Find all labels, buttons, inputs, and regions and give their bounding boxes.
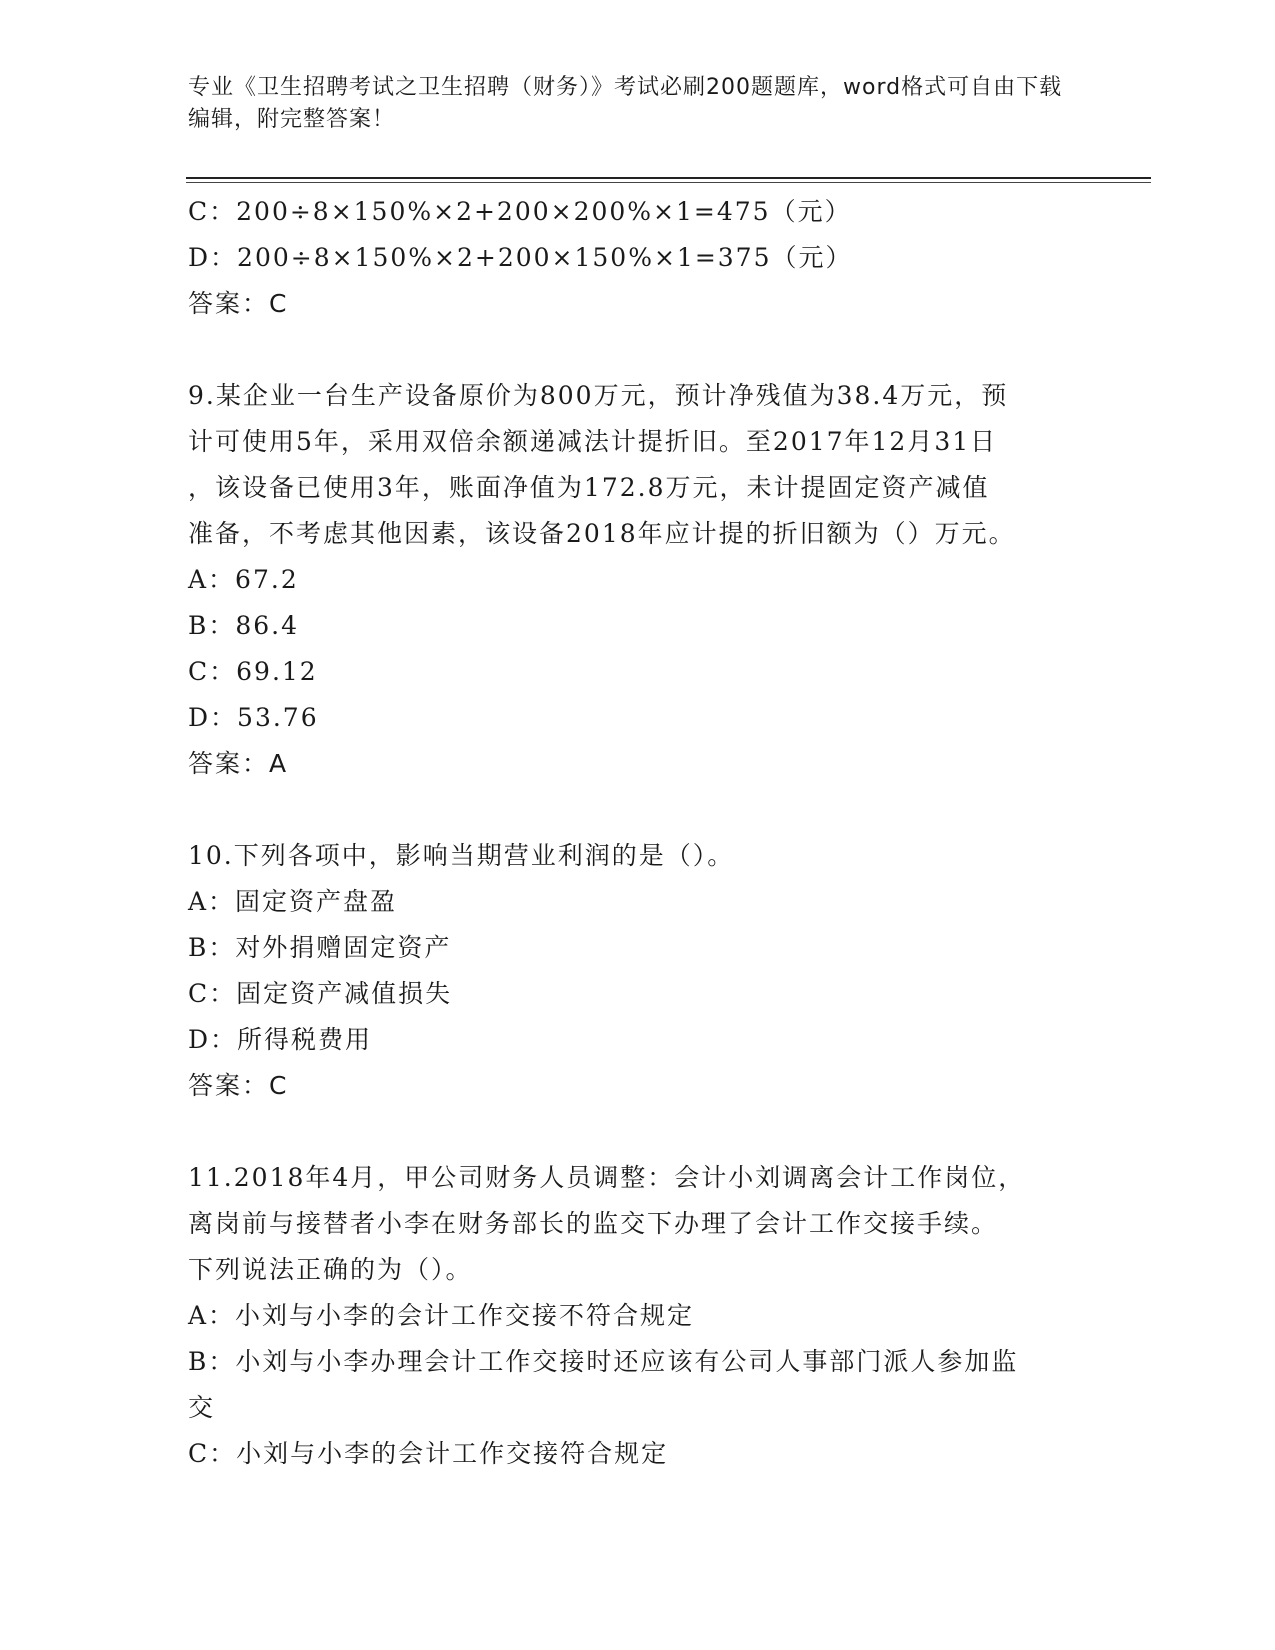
question-text-line: ，该设备已使用3年，账面净值为172.8万元，未计提固定资产减值 bbox=[188, 473, 990, 502]
question-9 bbox=[188, 373, 1068, 787]
answer: 答案：A bbox=[188, 749, 289, 778]
option-a: A：67.2 bbox=[188, 565, 299, 594]
option-c: C：200÷8×150%×2+200×200%×1=475（元） bbox=[188, 197, 852, 226]
spacer bbox=[188, 327, 1068, 373]
option-b-continued: 交 bbox=[188, 1393, 216, 1422]
header-divider-thin bbox=[186, 182, 1151, 183]
option-b: B：小刘与小李办理会计工作交接时还应该有公司人事部门派人参加监 bbox=[188, 1347, 1019, 1376]
question-list bbox=[188, 189, 1068, 1477]
header-title: 专业《卫生招聘考试之卫生招聘（财务）》考试必刷200题题库，word格式可自由下载编辑，附完整答案！ bbox=[188, 75, 1063, 132]
option-d: D：53.76 bbox=[188, 703, 319, 732]
question-text-line: 11.2018年4月，甲公司财务人员调整：会计小刘调离会计工作岗位， bbox=[188, 1163, 1026, 1192]
header-divider bbox=[186, 177, 1151, 179]
question-8 bbox=[188, 189, 1068, 327]
option-d: D：200÷8×150%×2+200×150%×1=375（元） bbox=[188, 243, 853, 272]
option-b: B：86.4 bbox=[188, 611, 300, 640]
question-text-line: 10.下列各项中，影响当期营业利润的是（）。 bbox=[188, 841, 735, 870]
option-c: C：小刘与小李的会计工作交接符合规定 bbox=[188, 1439, 669, 1468]
option-c: C：69.12 bbox=[188, 657, 318, 686]
option-c: C：固定资产减值损失 bbox=[188, 979, 453, 1008]
question-text-line: 9.某企业一台生产设备原价为800万元，预计净残值为38.4万元，预 bbox=[188, 381, 1009, 410]
spacer bbox=[188, 787, 1068, 833]
page-header bbox=[188, 72, 1068, 136]
question-text-line: 下列说法正确的为（）。 bbox=[188, 1255, 473, 1284]
question-11 bbox=[188, 1155, 1068, 1477]
spacer bbox=[188, 1109, 1068, 1155]
option-a: A：固定资产盘盈 bbox=[188, 887, 398, 916]
question-text-line: 准备，不考虑其他因素，该设备2018年应计提的折旧额为（）万元。 bbox=[188, 519, 1016, 548]
answer: 答案：C bbox=[188, 1071, 289, 1100]
question-text-line: 离岗前与接替者小李在财务部长的监交下办理了会计工作交接手续。 bbox=[188, 1209, 999, 1238]
question-text-line: 计可使用5年，采用双倍余额递减法计提折旧。至2017年12月31日 bbox=[188, 427, 998, 456]
option-b: B：对外捐赠固定资产 bbox=[188, 933, 452, 962]
question-10 bbox=[188, 833, 1068, 1109]
option-d: D：所得税费用 bbox=[188, 1025, 373, 1054]
option-a: A：小刘与小李的会计工作交接不符合规定 bbox=[188, 1301, 695, 1330]
answer: 答案：C bbox=[188, 289, 289, 318]
